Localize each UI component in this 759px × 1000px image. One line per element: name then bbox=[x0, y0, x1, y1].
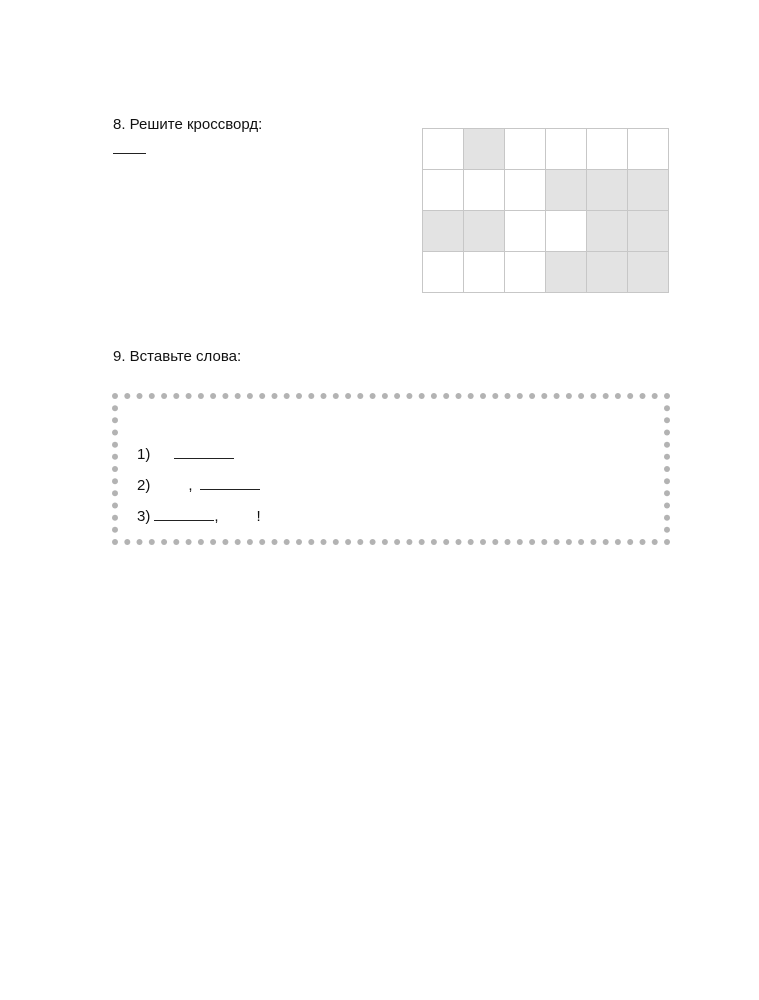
crossword-cell[interactable] bbox=[505, 129, 546, 170]
task-8-heading: 8. Решите кроссворд: bbox=[113, 116, 263, 133]
crossword-cell[interactable] bbox=[587, 211, 628, 252]
crossword-grid bbox=[422, 128, 669, 293]
crossword-cell[interactable] bbox=[628, 211, 669, 252]
crossword-cell[interactable] bbox=[546, 252, 587, 293]
fill-in-line-1 bbox=[137, 446, 234, 464]
crossword-cell[interactable] bbox=[423, 211, 464, 252]
fill-blank[interactable] bbox=[154, 508, 214, 521]
crossword-cell[interactable] bbox=[423, 252, 464, 293]
crossword-cell[interactable] bbox=[505, 252, 546, 293]
crossword-cell[interactable] bbox=[628, 129, 669, 170]
crossword-cell[interactable] bbox=[546, 211, 587, 252]
answer-blank-rule bbox=[113, 153, 146, 154]
line-number: 3) bbox=[137, 508, 151, 525]
fill-blank[interactable] bbox=[200, 477, 260, 490]
crossword-cell[interactable] bbox=[464, 170, 505, 211]
crossword-cell[interactable] bbox=[628, 170, 669, 211]
crossword-cell[interactable] bbox=[628, 252, 669, 293]
crossword-cell[interactable] bbox=[464, 211, 505, 252]
crossword-cell[interactable] bbox=[546, 170, 587, 211]
crossword-cell[interactable] bbox=[546, 129, 587, 170]
crossword-cell[interactable] bbox=[587, 129, 628, 170]
fill-in-line-2 bbox=[137, 477, 260, 495]
crossword-cell[interactable] bbox=[423, 170, 464, 211]
crossword-cell[interactable] bbox=[464, 252, 505, 293]
crossword-cell[interactable] bbox=[505, 211, 546, 252]
crossword-cell[interactable] bbox=[423, 129, 464, 170]
crossword-cell[interactable] bbox=[587, 252, 628, 293]
line-number: 2) bbox=[137, 477, 151, 494]
line-number: 1) bbox=[137, 446, 151, 463]
crossword-cell[interactable] bbox=[505, 170, 546, 211]
fill-blank[interactable] bbox=[174, 446, 234, 459]
punctuation: , bbox=[214, 508, 219, 525]
crossword-cell[interactable] bbox=[464, 129, 505, 170]
crossword-cell[interactable] bbox=[587, 170, 628, 211]
punctuation: ! bbox=[256, 508, 261, 525]
fill-in-line-3 bbox=[137, 508, 261, 526]
task-9-heading: 9. Вставьте слова: bbox=[113, 348, 242, 365]
punctuation: , bbox=[188, 477, 193, 494]
